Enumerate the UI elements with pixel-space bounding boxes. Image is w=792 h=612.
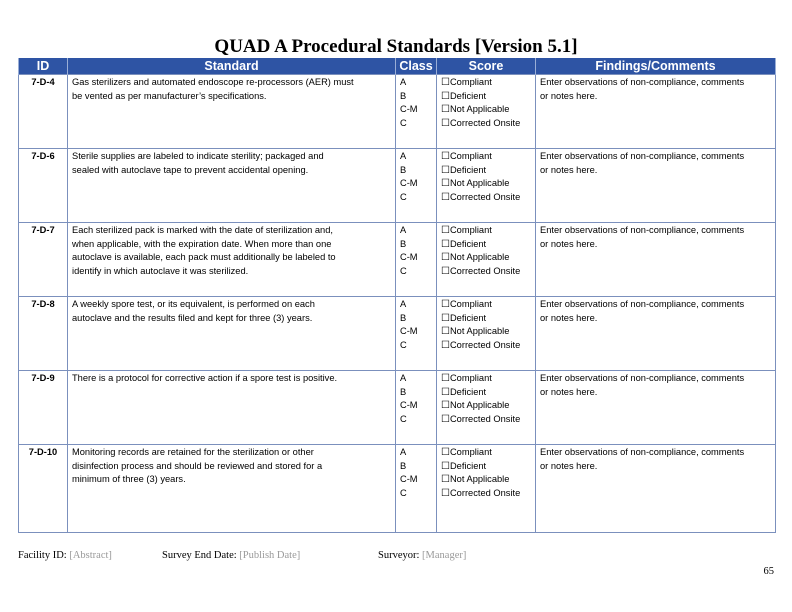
row-id: 7-D-6 — [19, 149, 68, 223]
score-option[interactable] — [441, 473, 531, 487]
page-number: 65 — [763, 566, 774, 577]
survey-end-date — [162, 550, 300, 561]
checkbox-icon[interactable]: ☐ — [441, 460, 450, 472]
score-option[interactable] — [441, 487, 531, 501]
checkbox-icon[interactable]: ☐ — [441, 447, 450, 458]
score-option[interactable] — [441, 117, 531, 131]
score-option[interactable] — [441, 386, 531, 400]
findings-line: or notes here. — [540, 386, 598, 397]
standard-line: sealed with autoclave tape to prevent accidental opening. — [72, 164, 309, 175]
table-header — [19, 58, 776, 75]
class-option: B — [400, 164, 407, 175]
class-option: C — [400, 413, 407, 424]
findings-line: or notes here. — [540, 90, 598, 101]
checkbox-icon[interactable]: ☐ — [441, 151, 450, 162]
standard-line: be vented as per manufacturer’s specifications. — [72, 90, 267, 101]
row-findings[interactable] — [536, 75, 776, 149]
class-option: C — [400, 339, 407, 350]
class-option: A — [400, 373, 407, 383]
table-row — [19, 149, 776, 223]
class-option: A — [400, 299, 407, 309]
row-class — [396, 223, 437, 297]
table-row — [19, 75, 776, 149]
survey-value[interactable]: [Publish Date] — [239, 550, 301, 561]
score-option-label: Corrected Onsite — [449, 487, 521, 498]
score-option-label: Compliant — [449, 225, 492, 235]
class-option: B — [400, 312, 407, 323]
score-option-label: Not Applicable — [449, 252, 510, 262]
class-option: C-M — [400, 104, 418, 114]
standard-line: Gas sterilizers and automated endoscope re-processors (AER) must — [72, 77, 354, 87]
findings-line: Enter observations of non-compliance, comments — [540, 447, 745, 457]
score-option[interactable] — [441, 90, 531, 104]
standard-line: A weekly spore test, or its equivalent, is performed on each — [72, 299, 315, 309]
row-score — [437, 445, 536, 533]
row-id: 7-D-10 — [19, 445, 68, 533]
table-row — [19, 223, 776, 297]
header-standard: Standard — [68, 58, 396, 75]
table-row — [19, 371, 776, 445]
score-option-label: Deficient — [449, 460, 487, 471]
score-option[interactable] — [441, 460, 531, 474]
checkbox-icon[interactable]: ☐ — [441, 326, 450, 337]
class-option: A — [400, 447, 407, 457]
class-option: C — [400, 487, 407, 498]
checkbox-icon[interactable]: ☐ — [441, 373, 450, 384]
score-option-label: Compliant — [449, 299, 492, 309]
score-option-label: Not Applicable — [449, 474, 510, 484]
checkbox-icon[interactable]: ☐ — [441, 191, 450, 203]
row-id: 7-D-4 — [19, 75, 68, 149]
row-score — [437, 297, 536, 371]
table-row — [19, 297, 776, 371]
class-option: B — [400, 460, 407, 471]
row-standard — [68, 445, 396, 533]
standard-line: Monitoring records are retained for the sterilization or other — [72, 447, 314, 457]
row-score — [437, 75, 536, 149]
class-option: C-M — [400, 474, 418, 484]
score-option[interactable] — [441, 150, 531, 164]
checkbox-icon[interactable]: ☐ — [441, 339, 450, 351]
findings-line: Enter observations of non-compliance, comments — [540, 151, 745, 161]
findings-line: Enter observations of non-compliance, comments — [540, 299, 745, 309]
findings-line: or notes here. — [540, 164, 598, 175]
row-score — [437, 223, 536, 297]
checkbox-icon[interactable]: ☐ — [441, 90, 450, 102]
score-option-label: Deficient — [449, 386, 487, 397]
row-findings[interactable] — [536, 371, 776, 445]
score-option-label: Compliant — [449, 373, 492, 383]
surveyor-label: Surveyor: — [378, 550, 420, 561]
header-findings: Findings/Comments — [536, 58, 776, 75]
findings-line: Enter observations of non-compliance, comments — [540, 77, 745, 87]
row-class — [396, 371, 437, 445]
checkbox-icon[interactable]: ☐ — [441, 77, 450, 88]
row-id: 7-D-8 — [19, 297, 68, 371]
findings-line: Enter observations of non-compliance, comments — [540, 225, 745, 235]
score-option-label: Compliant — [449, 151, 492, 161]
checkbox-icon[interactable]: ☐ — [441, 400, 450, 411]
class-option: A — [400, 225, 407, 235]
class-option: C — [400, 265, 407, 276]
score-option[interactable] — [441, 103, 531, 117]
score-option[interactable] — [441, 372, 531, 386]
score-option[interactable] — [441, 325, 531, 339]
checkbox-icon[interactable]: ☐ — [441, 104, 450, 115]
score-option-label: Not Applicable — [449, 178, 510, 188]
table-row — [19, 445, 776, 533]
score-option-label: Deficient — [449, 90, 487, 101]
class-option: B — [400, 386, 407, 397]
score-option-label: Not Applicable — [449, 104, 510, 114]
score-option[interactable] — [441, 238, 531, 252]
checkbox-icon[interactable]: ☐ — [441, 299, 450, 310]
standards-table — [18, 58, 776, 533]
standard-line: minimum of three (3) years. — [72, 474, 186, 484]
score-option[interactable] — [441, 399, 531, 413]
class-option: A — [400, 151, 407, 161]
score-option[interactable] — [441, 76, 531, 90]
row-class — [396, 149, 437, 223]
score-option-label: Corrected Onsite — [449, 265, 521, 276]
row-findings[interactable] — [536, 223, 776, 297]
score-option-label: Not Applicable — [449, 400, 510, 410]
surveyor-value[interactable]: [Manager] — [422, 550, 467, 561]
score-option-label: Deficient — [449, 164, 487, 175]
row-standard — [68, 75, 396, 149]
score-option-label: Corrected Onsite — [449, 117, 521, 128]
row-standard — [68, 149, 396, 223]
class-option: C-M — [400, 400, 418, 410]
checkbox-icon[interactable]: ☐ — [441, 117, 450, 129]
row-standard — [68, 297, 396, 371]
row-findings[interactable] — [536, 149, 776, 223]
survey-label: Survey End Date: — [162, 550, 237, 561]
standard-line: Each sterilized pack is marked with the date of sterilization and, — [72, 225, 333, 235]
score-option[interactable] — [441, 312, 531, 326]
standard-line: identify in which autoclave it was sterilized. — [72, 265, 249, 276]
row-id: 7-D-7 — [19, 223, 68, 297]
score-option-label: Corrected Onsite — [449, 413, 521, 424]
facility-label: Facility ID: — [18, 550, 67, 561]
class-option: B — [400, 238, 407, 249]
class-option: C-M — [400, 178, 418, 188]
header-class: Class — [396, 58, 437, 75]
row-findings[interactable] — [536, 297, 776, 371]
findings-line: or notes here. — [540, 312, 598, 323]
row-standard — [68, 223, 396, 297]
score-option-label: Compliant — [449, 447, 492, 457]
class-option: C-M — [400, 252, 418, 262]
standard-line: autoclave is available, each pack must additionally be labeled to — [72, 252, 336, 262]
findings-line: or notes here. — [540, 238, 598, 249]
row-class — [396, 297, 437, 371]
row-score — [437, 149, 536, 223]
checkbox-icon[interactable]: ☐ — [441, 413, 450, 425]
checkbox-icon[interactable]: ☐ — [441, 386, 450, 398]
class-option: B — [400, 90, 407, 101]
score-option[interactable] — [441, 298, 531, 312]
score-option-label: Deficient — [449, 238, 487, 249]
class-option: C-M — [400, 326, 418, 336]
header-id: ID — [19, 58, 68, 75]
page-title: QUAD A Procedural Standards [Version 5.1] — [214, 36, 578, 57]
row-class — [396, 75, 437, 149]
row-id: 7-D-9 — [19, 371, 68, 445]
checkbox-icon[interactable]: ☐ — [441, 252, 450, 263]
checkbox-icon[interactable]: ☐ — [441, 178, 450, 189]
standard-line: Sterile supplies are labeled to indicate sterility; packaged and — [72, 151, 324, 161]
class-option: A — [400, 77, 407, 87]
checkbox-icon[interactable]: ☐ — [441, 487, 450, 499]
score-option-label: Not Applicable — [449, 326, 510, 336]
standard-line: disinfection process and should be reviewed and stored for a — [72, 460, 323, 471]
class-option: C — [400, 117, 407, 128]
row-standard — [68, 371, 396, 445]
checkbox-icon[interactable]: ☐ — [441, 474, 450, 485]
standard-line: when applicable, with the expiration date. When more than one — [72, 238, 332, 249]
score-option-label: Corrected Onsite — [449, 191, 521, 202]
facility-id — [18, 550, 112, 561]
score-option[interactable] — [441, 265, 531, 279]
standard-line: autoclave and the results filed and kept for three (3) years. — [72, 312, 313, 323]
checkbox-icon[interactable]: ☐ — [441, 225, 450, 236]
findings-line: or notes here. — [540, 460, 598, 471]
class-option: C — [400, 191, 407, 202]
facility-value[interactable]: [Abstract] — [69, 550, 112, 561]
checkbox-icon[interactable]: ☐ — [441, 164, 450, 176]
score-option-label: Compliant — [449, 77, 492, 87]
checkbox-icon[interactable]: ☐ — [441, 312, 450, 324]
score-option[interactable] — [441, 413, 531, 427]
score-option-label: Deficient — [449, 312, 487, 323]
score-option[interactable] — [441, 191, 531, 205]
score-option[interactable] — [441, 164, 531, 178]
score-option[interactable] — [441, 251, 531, 265]
checkbox-icon[interactable]: ☐ — [441, 238, 450, 250]
score-option[interactable] — [441, 446, 531, 460]
score-option[interactable] — [441, 224, 531, 238]
score-option-label: Corrected Onsite — [449, 339, 521, 350]
row-class — [396, 445, 437, 533]
score-option[interactable] — [441, 339, 531, 353]
findings-line: Enter observations of non-compliance, comments — [540, 373, 745, 383]
header-score: Score — [437, 58, 536, 75]
row-score — [437, 371, 536, 445]
checkbox-icon[interactable]: ☐ — [441, 265, 450, 277]
standard-line: There is a protocol for corrective action if a spore test is positive. — [72, 373, 338, 383]
surveyor — [378, 550, 466, 561]
score-option[interactable] — [441, 177, 531, 191]
row-findings[interactable] — [536, 445, 776, 533]
